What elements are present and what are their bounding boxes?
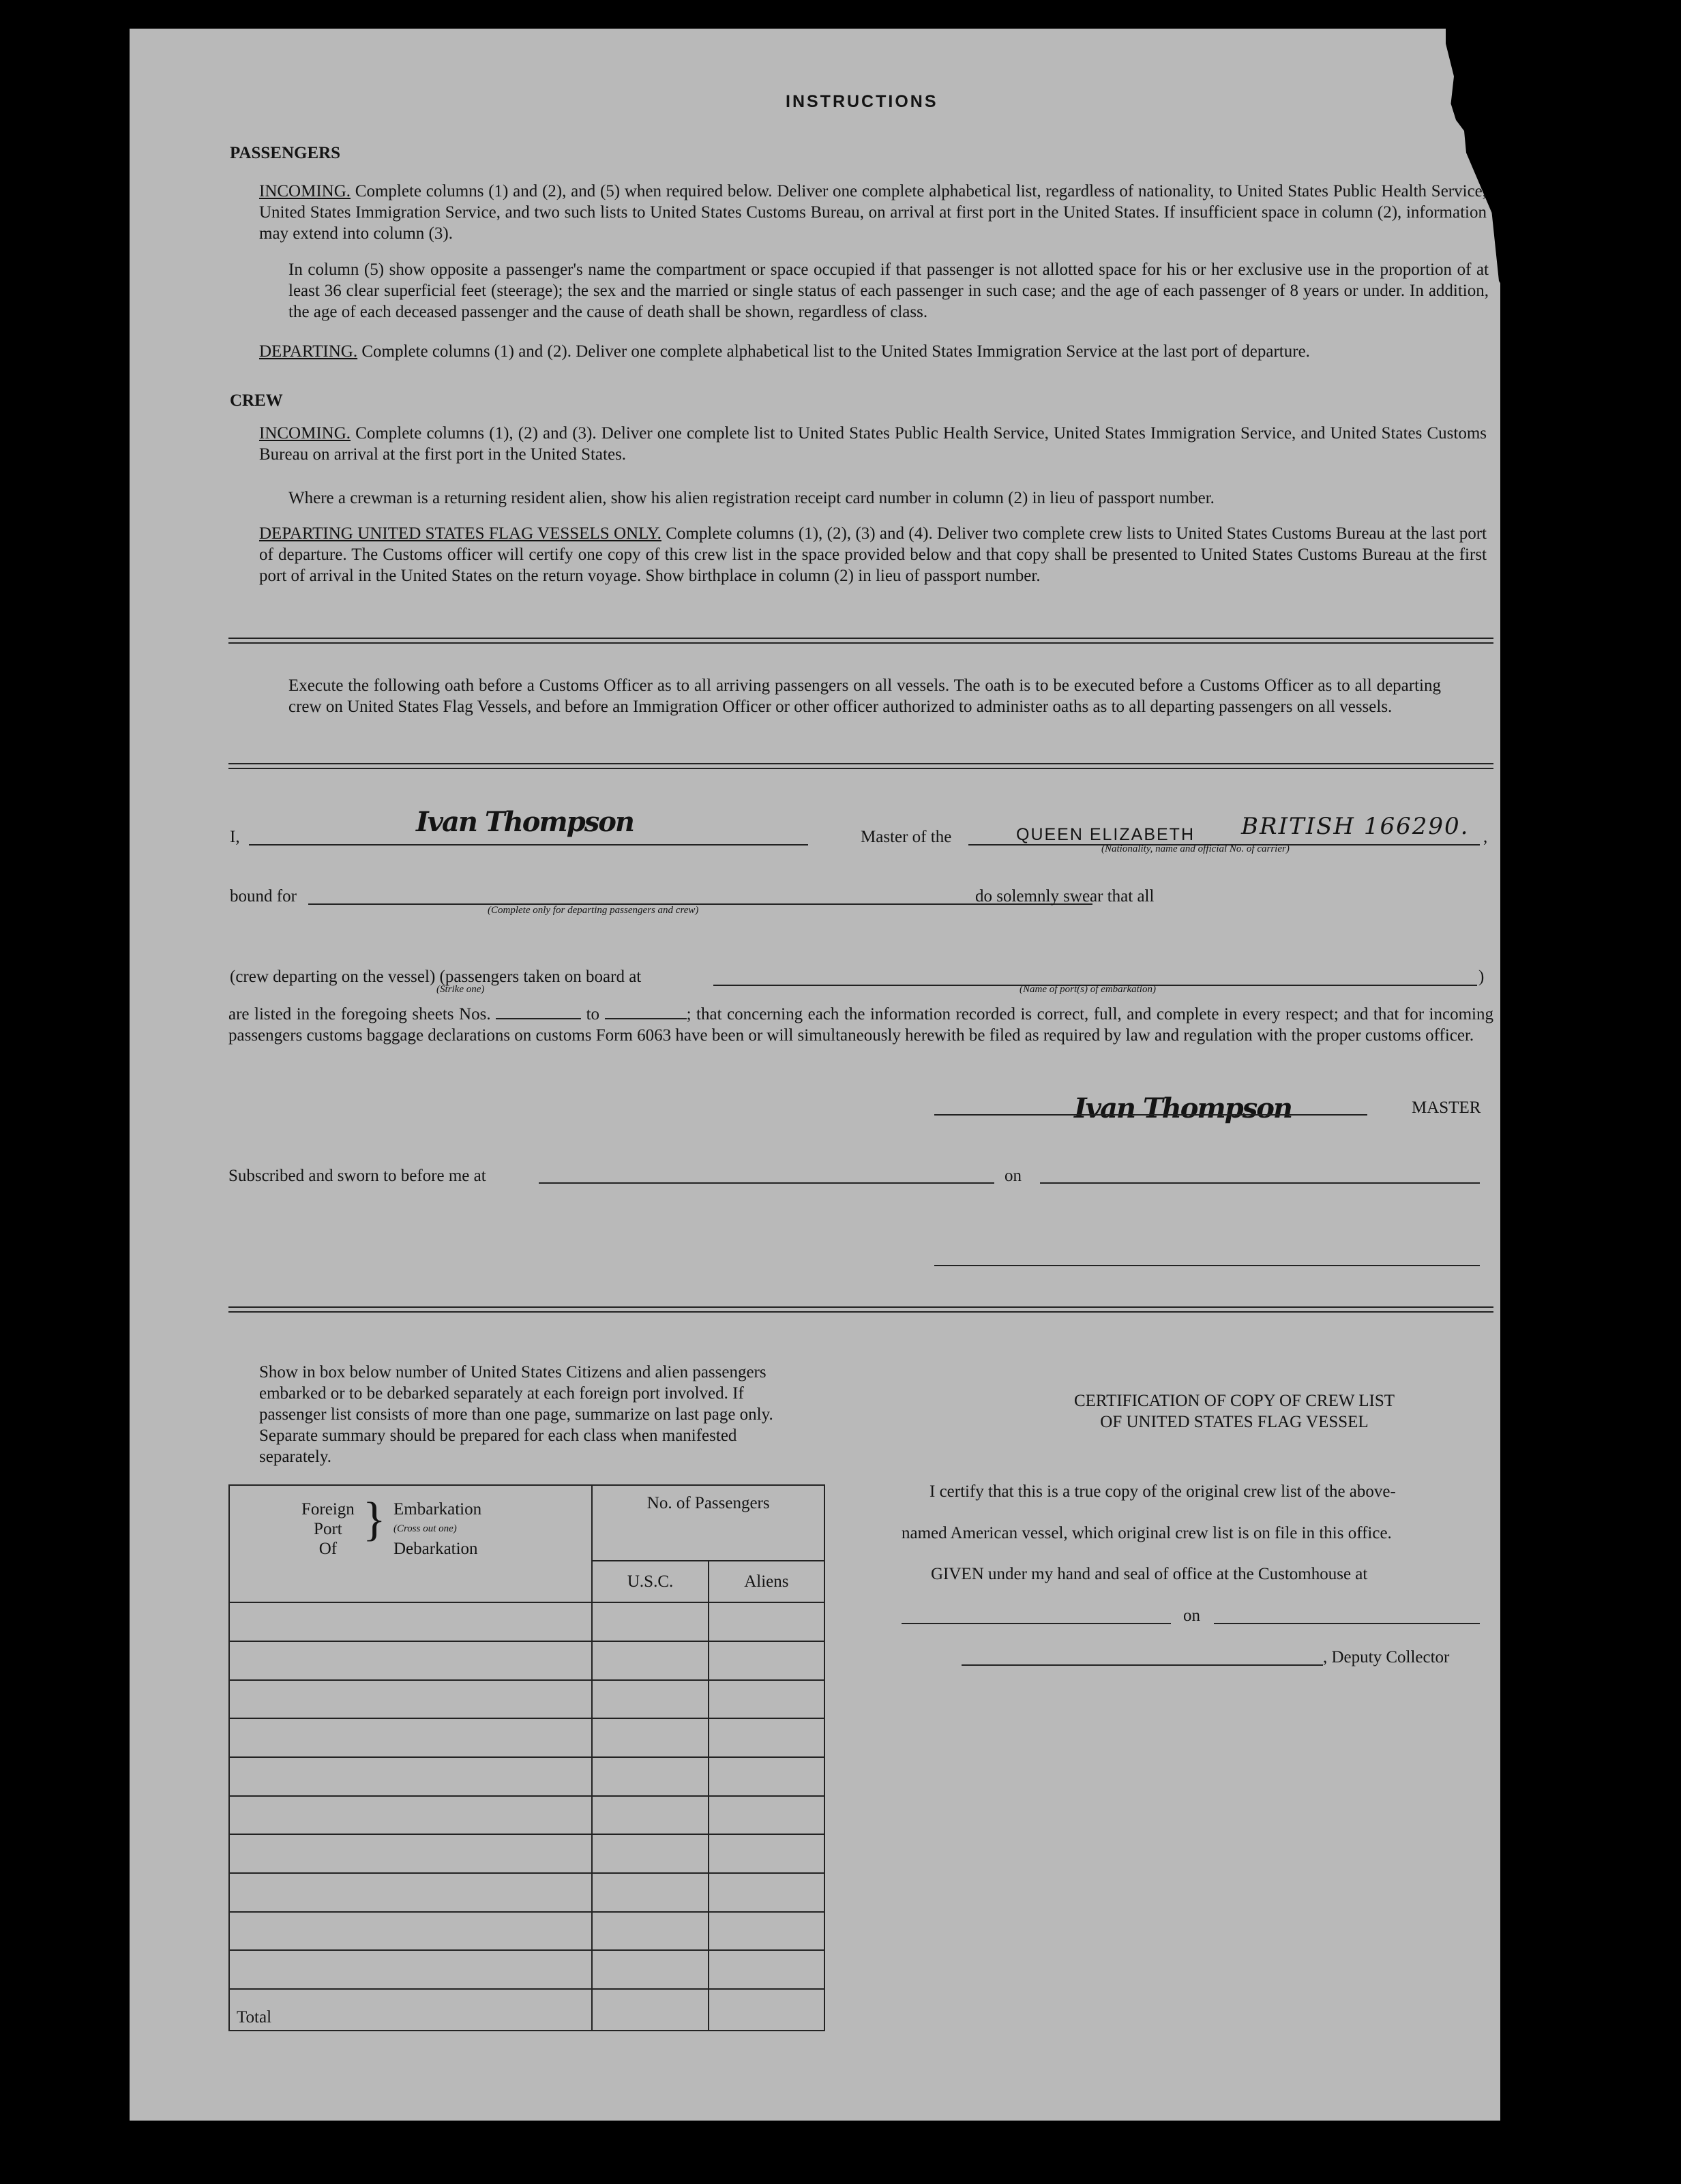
divider-bottom-a [228,1306,1493,1308]
passengers-header-cell: No. of Passengers [592,1485,824,1561]
usc-cell[interactable] [592,1912,708,1951]
port-cell[interactable] [229,1950,592,1989]
usc-cell[interactable] [592,1602,708,1641]
ports-caption: (Name of port(s) of embarkation) [1020,984,1156,995]
crew-departing-text: Complete columns (1), (2), (3) and (4). Deliver two complete crew lists to United States Customs Bureau at the last port of departure. The Customs officer will certify one copy of this crew list in the space provided below and that copy shall be presented to United States Customs Bureau at the first port of arrival in the United States on the return voyage. Show birthplace in column (2) in lieu of passport number. [259,524,1487,585]
table-row [229,1950,824,1989]
usc-cell[interactable] [592,1757,708,1796]
debarkation-label: Debarkation [393,1540,478,1558]
instructions-heading: INSTRUCTIONS [786,92,938,111]
certification-line2: named American vessel, which original crew list is on file in this office. [902,1524,1392,1542]
strike-one-caption: (Strike one) [436,984,485,995]
total-usc-cell[interactable] [592,1989,708,2031]
crew-heading: CREW [230,391,283,410]
master-signature-line [934,1114,1367,1116]
total-row [229,1989,824,2031]
divider-bottom-b [228,1311,1493,1313]
usc-cell[interactable] [592,1950,708,1989]
crew-incoming-label: INCOMING. [259,424,351,443]
port-cell[interactable] [229,1834,592,1873]
passengers-incoming-paragraph [259,181,1487,244]
certification-on-label: on [1183,1606,1200,1625]
crew-incoming-text: Complete columns (1), (2) and (3). Deliver one complete list to United States Public Health Service, United States Immigration Service, and United States Customs Bureau on arrival at the first port in the United States. [259,424,1487,464]
foreign-label: Foreign [301,1500,355,1519]
aliens-header-cell: Aliens [709,1561,824,1602]
total-aliens-cell[interactable] [709,1989,824,2031]
subscribed-on-label: on [1005,1167,1022,1185]
port-cell[interactable] [229,1912,592,1951]
aliens-cell[interactable] [709,1641,824,1680]
aliens-cell[interactable] [709,1950,824,1989]
usc-header-cell: U.S.C. [592,1561,708,1602]
bound-for-caption: (Complete only for departing passengers and crew) [488,905,699,916]
aliens-cell[interactable] [709,1602,824,1641]
cross-out-caption: (Cross out one) [393,1523,457,1534]
officer-signature-line [934,1265,1480,1266]
sheets-to-label: to [586,1005,600,1023]
passengers-incoming-text: Complete columns (1) and (2), and (5) when required below. Deliver one complete alphabetical list, regardless of nationality, to United States Public Health Service, United States Immigration Service, and two such lists to United States Customs Bureau, on arrival at first port in the United States. If insufficient space in column (2), information may extend into column (3). [259,182,1487,243]
customhouse-line [902,1623,1171,1624]
brace: } [363,1493,386,1546]
oath-i-label: I, [230,828,240,846]
master-label: MASTER [1412,1098,1481,1117]
aliens-cell[interactable] [709,1834,824,1873]
master-signature: Ivan Thompson [1074,1092,1292,1124]
port-cell[interactable] [229,1796,592,1835]
divider-top-a [228,638,1493,639]
table-row [229,1834,824,1873]
table-row [229,1641,824,1680]
aliens-cell[interactable] [709,1873,824,1912]
swear-label: do solemnly swear that all [975,887,1155,906]
certification-heading-line1: CERTIFICATION OF COPY OF CREW LIST [1073,1392,1395,1410]
passengers-departing-paragraph [259,341,1487,362]
deputy-collector-label: , Deputy Collector [1323,1648,1450,1666]
certification-date-line [1214,1623,1480,1624]
passengers-column5-paragraph: In column (5) show opposite a passenger's name the compartment or space occupied if that passenger is not allotted space for his or her exclusive use in the proportion of at least 36 clear superficial feet (steerage); the sex and the married or single status of each passenger in such case; and the age of each passenger of 8 years or under. In addition, the age of each deceased passenger and the cause of death shall be shown, regardless of class. [288,260,1489,321]
divider-mid-b [228,768,1493,769]
oath-intro-paragraph: Execute the following oath before a Customs Officer as to all arriving passengers on all vessels. The oath is to be executed before a Customs Officer as to all departing crew on United States Flag Vessels, and before an Immigration Officer or other officer authorized to administer oaths as to all departing passengers on all vessels. [288,676,1441,716]
crew-departing-label: DEPARTING UNITED STATES FLAG VESSELS ONLY. [259,524,661,543]
aliens-cell[interactable] [709,1912,824,1951]
comma: , [1483,828,1488,846]
port-cell[interactable] [229,1641,592,1680]
document-page [130,29,1500,2121]
subscribed-place-line [539,1182,994,1184]
aliens-cell[interactable] [709,1796,824,1835]
total-label: Total [229,1989,592,2031]
usc-cell[interactable] [592,1680,708,1719]
port-label: Port [314,1520,342,1538]
passengers-departing-label: DEPARTING. [259,342,358,361]
port-header-cell [229,1485,592,1602]
passenger-summary-table [228,1484,825,2031]
baggage-text: and that for incoming passengers customs baggage declarations on customs Form 6063 have been or will simultaneously herewith be filed as required by law and regulation with the proper customs officer. [228,1005,1493,1045]
table-row [229,1680,824,1719]
carrier-name: QUEEN ELIZABETH [1016,825,1195,844]
sheet-to-field[interactable] [605,1018,687,1019]
bound-for-label: bound for [230,887,297,906]
master-name-signature: Ivan Thompson [416,806,634,838]
port-cell[interactable] [229,1602,592,1641]
aliens-cell[interactable] [709,1680,824,1719]
usc-cell[interactable] [592,1718,708,1757]
subscribed-label: Subscribed and sworn to before me at [228,1167,486,1185]
master-of-label: Master of the [861,828,952,846]
table-row [229,1873,824,1912]
subscribed-date-line [1040,1182,1480,1184]
crew-departing-oath-label: (crew departing on the vessel) (passengers taken on board at [230,968,642,986]
table-row [229,1912,824,1951]
table-row [229,1602,824,1641]
carrier-nationality-number: BRITISH 166290. [1241,813,1470,840]
passengers-incoming-label: INCOMING. [259,182,351,200]
divider-mid-a [228,763,1493,764]
box-instructions: Show in box below number of United States Citizens and alien passengers embarked or to be debarked separately at each foreign port involved. If passenger list consists of more than one page, summarize on last page only. Separate summary should be prepared for each class when manifested separately. [259,1363,773,1466]
port-cell[interactable] [229,1873,592,1912]
port-cell[interactable] [229,1718,592,1757]
port-cell[interactable] [229,1680,592,1719]
crew-departing-paragraph [259,523,1487,586]
sheets-text-end: ; that concerning each the information recorded is correct, full, and complete in every respect; [686,1005,1339,1023]
crew-resident-alien-paragraph: Where a crewman is a returning resident alien, show his alien registration receipt card number in column (2) in lieu of passport number. [288,489,1215,507]
passengers-heading: PASSENGERS [230,144,341,162]
embarkation-label: Embarkation [393,1500,482,1519]
crew-incoming-paragraph [259,423,1487,465]
certification-line1: I certify that this is a true copy of the original crew list of the above- [929,1482,1396,1501]
usc-cell[interactable] [592,1796,708,1835]
aliens-cell[interactable] [709,1718,824,1757]
aliens-cell[interactable] [709,1757,824,1796]
master-name-line [249,844,808,846]
table-row [229,1718,824,1757]
table-header-row [229,1485,824,1561]
close-paren: ) [1478,968,1485,986]
usc-cell[interactable] [592,1873,708,1912]
table-row [229,1757,824,1796]
sheets-paragraph [228,1004,1493,1046]
of-label: Of [318,1540,338,1558]
torn-corner [1405,22,1507,295]
divider-top-b [228,642,1493,644]
usc-cell[interactable] [592,1834,708,1873]
carrier-caption: (Nationality, name and official No. of carrier) [1101,843,1290,854]
deputy-collector-line [962,1664,1323,1666]
certification-line3: GIVEN under my hand and seal of office at the Customhouse at [931,1565,1368,1583]
table-row [229,1796,824,1835]
sheet-from-field[interactable] [496,1018,581,1019]
passengers-departing-text: Complete columns (1) and (2). Deliver one complete alphabetical list to the United States Immigration Service at the last port of departure. [361,342,1310,361]
certification-heading-line2: OF UNITED STATES FLAG VESSEL [1100,1413,1369,1431]
sheets-label: are listed in the foregoing sheets Nos. [228,1005,491,1023]
usc-cell[interactable] [592,1641,708,1680]
port-cell[interactable] [229,1757,592,1796]
